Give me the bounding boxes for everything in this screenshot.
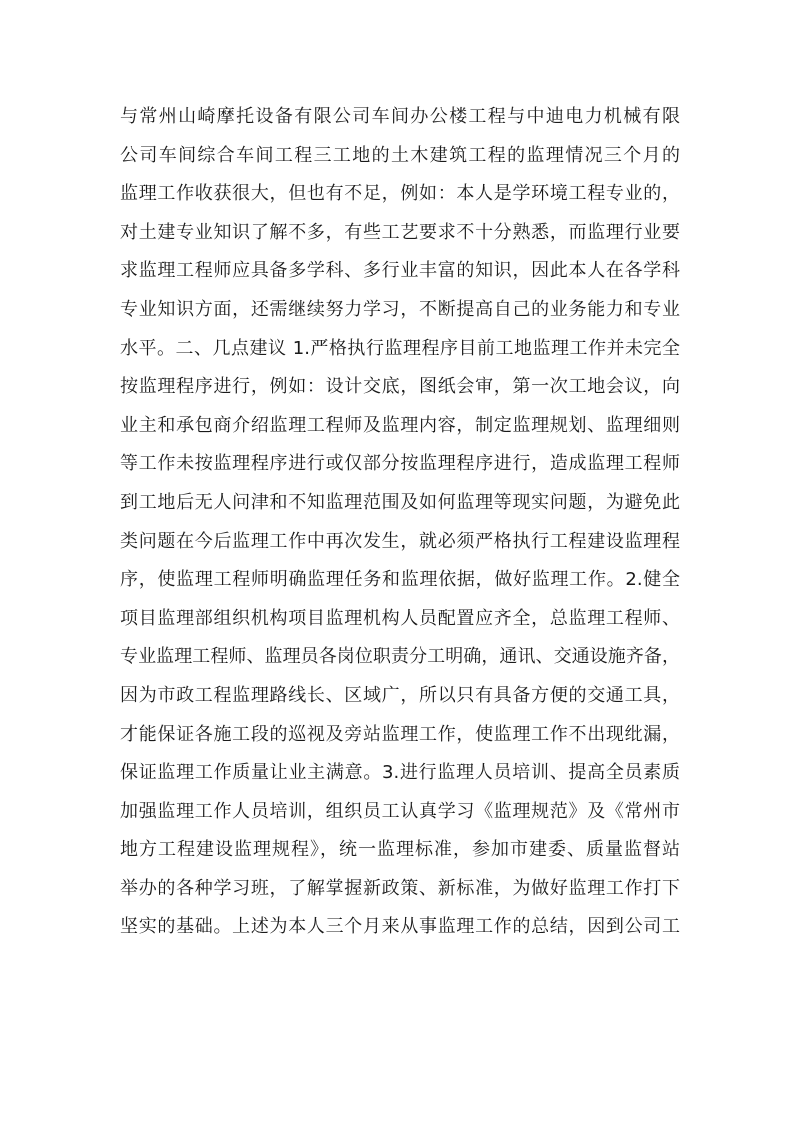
text-line: 到工地后无人问津和不知监理范围及如何监理等现实问题，为避免此	[120, 491, 680, 513]
text-line: 类问题在今后监理工作中再次发生，就必须严格执行工程建设监理程	[120, 530, 680, 552]
text-line: 专业监理工程师、监理员各岗位职责分工明确，通讯、交通设施齐备，	[120, 646, 680, 668]
text-line: 监理工作收获很大，但也有不足，例如：本人是学环境工程专业的，	[120, 183, 680, 205]
text-line: 因为市政工程监理路线长、区域广，所以只有具备方便的交通工具，	[120, 684, 680, 706]
text-line: 求监理工程师应具备多学科、多行业丰富的知识，因此本人在各学科	[120, 260, 680, 282]
text-line: 才能保证各施工段的巡视及旁站监理工作，使监理工作不出现纰漏，	[120, 723, 680, 745]
text-line: 水平。二、几点建议 1.严格执行监理程序目前工地监理工作并未完全	[120, 337, 680, 359]
text-line: 按监理程序进行，例如：设计交底，图纸会审，第一次工地会议，向	[120, 376, 680, 398]
text-line: 公司车间综合车间工程三工地的土木建筑工程的监理情况三个月的	[120, 144, 680, 166]
text-line: 等工作未按监理程序进行或仅部分按监理程序进行，造成监理工程师	[120, 453, 680, 475]
text-line: 保证监理工作质量让业主满意。3.进行监理人员培训、提高全员素质	[120, 762, 680, 784]
text-line: 坚实的基础。上述为本人三个月来从事监理工作的总结，因到公司工	[120, 916, 680, 938]
text-line: 与常州山崎摩托设备有限公司车间办公楼工程与中迪电力机械有限	[120, 106, 680, 127]
text-line: 地方工程建设监理规程》，统一监理标准，参加市建委、质量监督站	[120, 839, 680, 861]
text-line: 专业知识方面，还需继续努力学习，不断提高自己的业务能力和专业	[120, 298, 680, 320]
text-line: 序，使监理工程师明确监理任务和监理依据，做好监理工作。2.健全	[120, 569, 680, 591]
text-line: 举办的各种学习班，了解掌握新政策、新标准，为做好监理工作打下	[120, 877, 680, 899]
text-line: 对土建专业知识了解不多，有些工艺要求不十分熟悉，而监理行业要	[120, 221, 680, 243]
text-line: 业主和承包商介绍监理工程师及监理内容，制定监理规划、监理细则	[120, 414, 680, 436]
body-text	[120, 98, 680, 947]
text-line: 项目监理部组织机构项目监理机构人员配置应齐全，总监理工程师、	[120, 607, 680, 629]
text-line: 加强监理工作人员培训，组织员工认真学习《监理规范》及《常州市	[120, 800, 680, 822]
